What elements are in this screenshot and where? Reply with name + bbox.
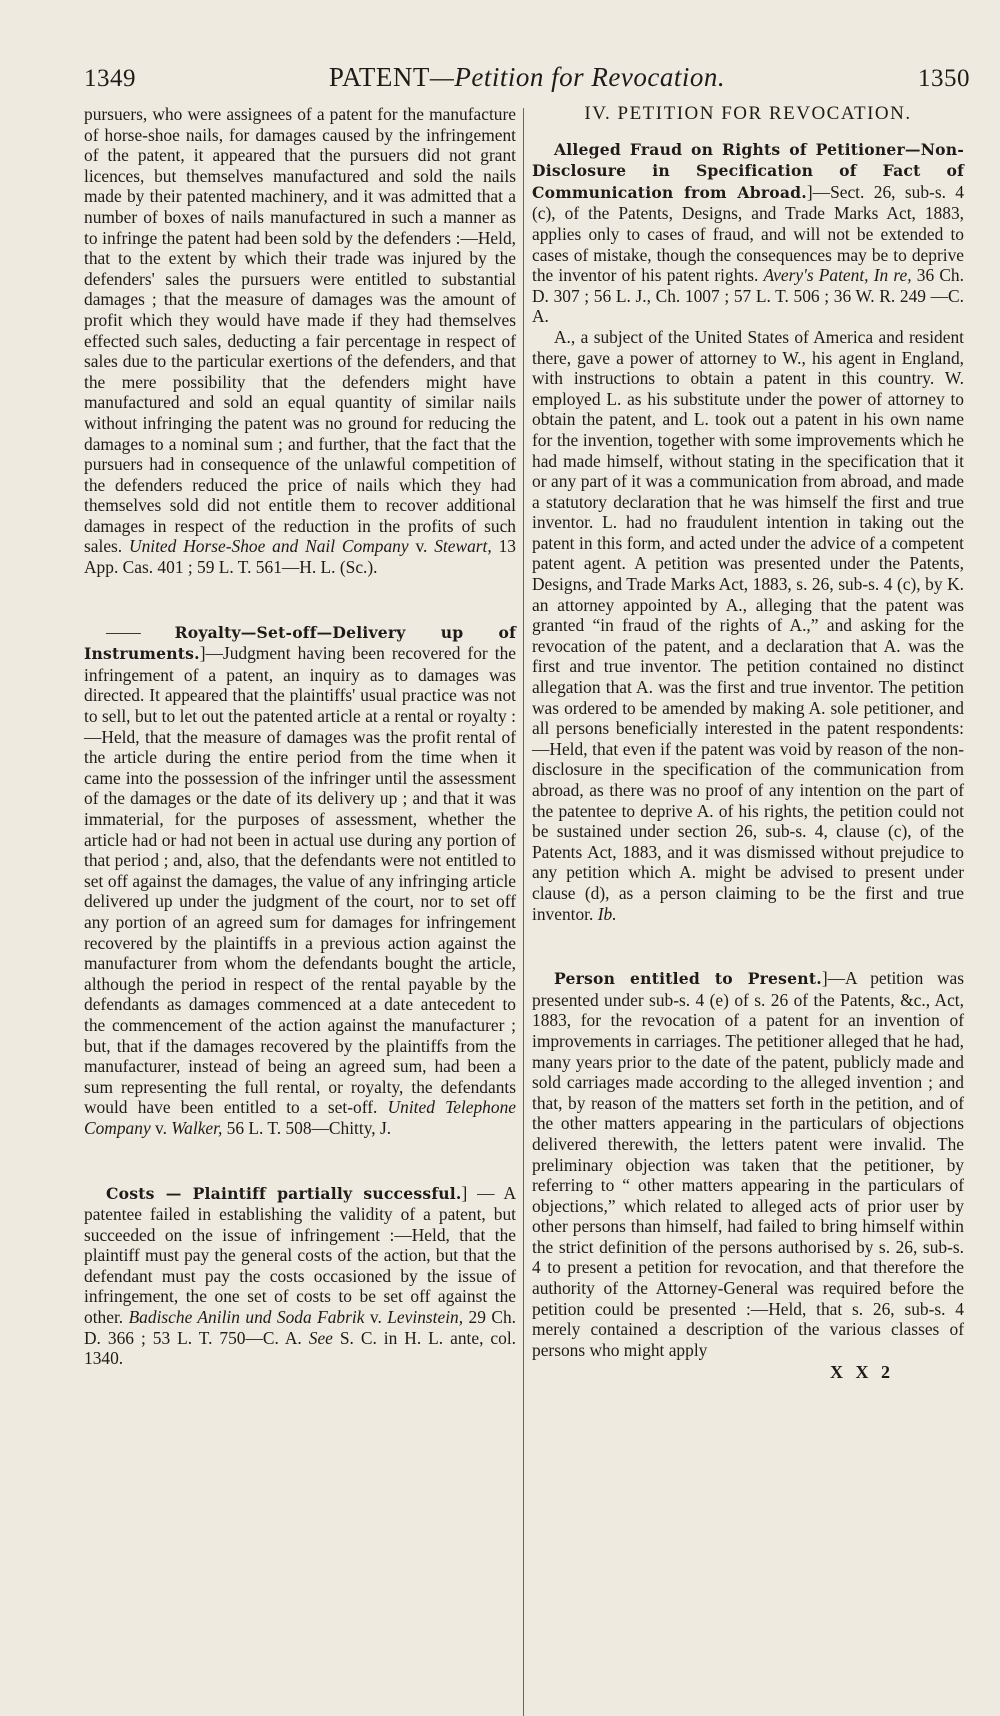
fraud-facts-text: A., a subject of the United States of America and resident there, gave a power of attorney to W., his agent in England, with instructions to obtain a patent in this country. W. employed L. as his substitute under the power of attorney to obtain the patent, and L. took out a patent in his own name for the invention, together with some improvements which he had made himself, without stating in the specification that it or any part of it was a communication from abroad, and made a statutory declaration that he was himself the first and true inventor. L. had no fraudulent intention in taking out the patent in this form, and acted under the advice of a competent patent agent. A petition was presented under the Patents, Designs, and Trade Marks Act, 1883, s. 26, sub-s. 4 (c), by K. an attorney appointed by A., alleging that the patent was granted “in fraud of the rights of A.,” and asking for the revocation of the patent, and a declaration that A. was the first and true inventor. The petition contained no distinct allegation that A. was the first and true inventor. The petition was ordered to be amended by making A. sole petitioner, and all persons beneficially interested in the patent respondents: —Held, that even if the patent was void by reason of the non-disclosure in the specification of the communication from abroad, as there was no proof of any intention on the part of the patentee to deprive A. of his rights, the petition could not be sustained under section 26, sub-s. 4, clause (c), of the Patents Act, 1883, and it was dismissed without prejudice to any petition which A. might be advised to present under clause (d), as a person claiming to be the first and true inventor. xyxy=(532,326,964,924)
person-entry xyxy=(532,968,964,1360)
costs-citation-2: S. C. in H. L. ante, col. 1340. xyxy=(84,1327,517,1369)
running-header xyxy=(84,62,970,96)
fraud-citation: 36 Ch. D. 307 ; 56 L. J., Ch. 1007 ; 57 L. T. 506 ; 36 W. R. 249 —C. A. xyxy=(532,265,964,327)
costs-citation: 29 Ch. D. 366 ; 53 L. T. 750—C. A. xyxy=(84,1307,516,1348)
costs-heading: Costs — Plaintiff partially successful. xyxy=(106,1183,462,1203)
fraud-text: ]—Sect. 26, sub-s. 4 (c), of the Patents, Designs, and Trade Marks Act, 1883, applies only to cases of fraud, and will not be extended to cases of mistake, though the consequences may be to deprive the inventor of his patent rights. xyxy=(532,181,965,286)
ibid: Ib. xyxy=(597,903,617,924)
continued-text: pursuers, who were assignees of a patent for the manufacture of horse-shoe nails, for damages caused by the infringement of the patent, it appeared that the pursuers did not grant licences, but themselves manufactured and sold the nails made by their patented machinery, and it was admitted that a number of boxes of nails manufactured in such a manner as to infringe the patent had been sold by the defenders :—Held, that to the extent by which their trade was injured by the defenders' sales the pursuers were entitled to substantial damages ; that the measure of damages was the amount of profit which they would have made if they had themselves effected such sales, deducting a fair percentage in respect of sales due to the particular exertions of the defenders, and that the mere possibility that the defenders might have manufactured and sold an equal quantity of similar nails without infringing the patent was no ground for reducing the damages to a nominal sum ; and further, that the fact that the pursuers had in consequence of the unlawful competition of the defenders reduced the price of nails which they had themselves sold did not entitle them to recover additional damages in respect of the reduction in the profits of such sales. xyxy=(84,104,516,557)
running-title xyxy=(329,62,725,93)
signature-mark: X X 2 xyxy=(830,1362,894,1383)
costs-case-v: v. xyxy=(364,1307,388,1328)
fraud-heading: Alleged Fraud on Rights of Petitioner—Non-Disclosure in Specification of Fact of Communication from Abroad. xyxy=(532,139,964,202)
fraud-entry xyxy=(532,139,964,327)
fraud-case-name: Avery's Patent, In re, xyxy=(763,265,912,286)
section-heading: IV. PETITION FOR REVOCATION. xyxy=(584,103,912,124)
costs-entry xyxy=(84,1183,516,1369)
costs-see: See xyxy=(308,1327,333,1348)
continued-paragraph xyxy=(84,104,516,578)
left-column xyxy=(84,104,516,1369)
royalty-citation: 56 L. T. 508—Chitty, J. xyxy=(222,1117,392,1138)
fraud-facts-paragraph xyxy=(532,327,964,924)
person-text: ]—A petition was presented under sub-s. 4 (e) of s. 26 of the Patents, &c., Act, 1883, for the revocation of a patent for an invention of improvements in carriages. The petitioner alleged that he had, many years prior to the date of the patent, publicly made and sold carriages made according to the alleged invention ; and that, by reason of the matters set forth in the petition, and of the other matters appearing in the particulars of objections delivered therewith, the letters patent were invalid. The preliminary objection was taken that the petitioner, by referring to “ other matters appearing in the particulars of objections,” which related to alleged acts of prior user by other persons than himself, had failed to bring himself within the strict definition of the persons authorised by s. 26, sub-s. 4 to present a petition for revocation, and that therefore the authority of the Attorney-General was required before the petition could be presented :—Held, that s. 26, sub-s. 4 merely contained a description of the various classes of persons who might apply xyxy=(532,968,964,1360)
royalty-case-name-2: Walker, xyxy=(171,1117,223,1138)
case-citation: 13 App. Cas. 401 ; 59 L. T. 561—H. L. (Sc.). xyxy=(84,536,516,578)
entry-dash: —— xyxy=(106,621,175,642)
column-divider xyxy=(523,108,524,1716)
costs-case-name-2: Levinstein, xyxy=(387,1307,464,1328)
case-name: United Horse-Shoe and Nail Company xyxy=(129,536,409,557)
left-page-number: 1349 xyxy=(84,65,136,92)
costs-case-name: Badische Anilin und Soda Fabrik xyxy=(128,1307,365,1328)
royalty-heading: Royalty—Set-off—Delivery up of Instruments. xyxy=(84,622,516,664)
royalty-entry xyxy=(84,622,516,1139)
running-title-main: PATENT xyxy=(328,62,430,92)
case-v: v. xyxy=(408,536,435,557)
running-title-italic: —Petition for Revocation. xyxy=(429,62,726,92)
right-column xyxy=(532,104,964,1383)
royalty-case-name: United Telephone Company xyxy=(84,1097,516,1138)
case-name-2: Stewart, xyxy=(434,536,492,557)
costs-text: ] — A patentee failed in establishing the validity of a patent, but succeeded on the issue of infringement :—Held, that the plaintiff must pay the general costs of the action, but that the defendant must pay the costs occasioned by the issue of infringement, the one set of costs to be set off against the other. xyxy=(84,1182,516,1328)
right-page-number: 1350 xyxy=(917,65,970,92)
royalty-text: ]—Judgment having been recovered for the infringement of a patent, an inquiry as to damages was directed. It appeared that the plaintiffs' usual practice was not to sell, but to let out the patented article at a rental or royalty :—Held, that the measure of damages was the profit rental of the article during the entire period from the time when it came into the possession of the infringer until the assessment of the damages or the date of its delivery up ; and that it was immaterial, for the purposes of assessment, whether the article had or had not been in actual use during any portion of that period ; and, also, that the defendants were not entitled to set off against the damages, the value of any infringing article delivered up under the judgment of the court, nor to set off any portion of an agreed sum for damages for infringement recovered by the plaintiffs in a previous action against the manufacturer from whom the defendants bought the article, although the period in respect of the rental payable by the defendants as damages commenced at a date antecedent to the commencement of the action against the manufacturer ; but, that if the damages recovered by the plaintiffs from the manufacturer, instead of being an agreed sum, had been a sum representing the full rental, or royalty, the defendants would have been entitled to a set-off. xyxy=(84,643,516,1118)
person-heading: Person entitled to Present. xyxy=(554,969,822,989)
royalty-case-v: v. xyxy=(150,1117,172,1138)
